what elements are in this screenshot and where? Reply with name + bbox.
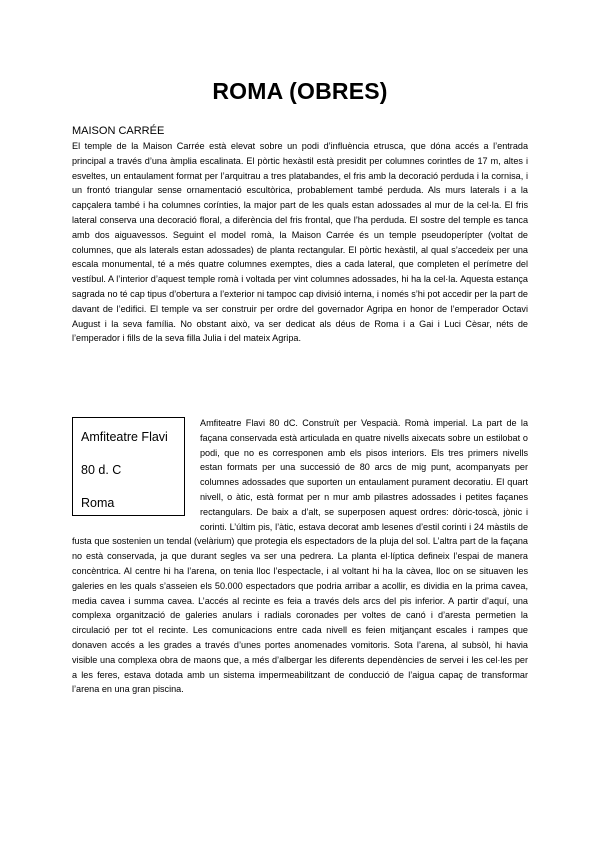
paragraph-maison-carree: El temple de la Maison Carrée està elevat sobre un podi d’influència etrusca, que dóna accés a l’entrada principal a través d’una àmplia escalinata. El pòrtic hexàstil està presidit per columnes corintles de 17 m, altes i esveltes, un entaulament format per l’arquitrau a tres platabandes, el fris amb la decoració perduda i la cornisa, i un frontó triangular sense ornamentació escultòrica, probablement també perduda. Als murs laterals i a la capçalera també i ha columnes corínties, la major part de les quals estan adossades al mur de la cel·la. El fris lateral conserva una decoració floral, a diferència del fris frontal, que l’ha perduda. El sostre del temple es tanca amb dos aiguavessos. Seguint el model romà, la Maison Carrée és un temple pseudoperípter (voltat de columnes, que als laterals estan adossades) de planta rectangular. El pòrtic hexàstil, al qual s’accedeix per una escala monumental, té a més quatre columnes exemptes, dies a cada lateral, que completen el perímetre del vestíbul. A l’interior d’aquest temple romà i voltada per vint columnes adossades, hi ha la cel·la. Aquesta estança sagrada no té cap tipus d’obertura a l’exterior ni tampoc cap divisió interna, i només s’hi pot accedir per la part de davant de l’edifici. El temple va ser construir per ordre del governador Agripa en honor de l’emperador Octavi August i la seva família. No obstant això, va ser dedicat als déus de Roma i a Gai i Luci Cèsar, néts de l’emperador i fills de la seva filla Julia i del mateix Agripa.: [72, 141, 528, 344]
section-heading: MAISON CARRÉE: [72, 125, 165, 137]
page-title: ROMA (OBRES): [212, 78, 388, 104]
info-box-place: Roma: [81, 496, 115, 510]
paragraph-amfiteatre: Amfiteatre Flavi 80 dC. Construït per Vespacià. Romà imperial. La part de la façana conservada està articulada en quatre nivells aixecats sobre un estilobat o podi, que no es corresponen amb els pisos interiors. Els tres primers nivells estan formats per una successió de 80 arcs de mig punt, acompanyats per columnes adossades que suporten un entaulament purament decoratiu. El quart nivell, o àtic, està format per n mur amb pilastres adossades i petites façanes rectangulars. De baix a d’alt, se superposen aquest ordres: dòric-toscà, jònic i corinti. L’últim pis, l’àtic, estava decorat amb lesenes d’estil corinti i 24 màstils de fusta que sostenien un tendal (velàrium) que protegia els espectadors de la pluja del sol. L’altra part de la façana no està conservada, ja que durant segles va ser una pedrera. La planta el·líptica defineix l’espai de manera concèntrica. Al centre hi ha l’arena, on tenia lloc l’espectacle, i al voltant hi ha la càvea, lloc on se situaven les galeries en les quals s’asseien els 50.000 espectadors que podria arribar a acollir, es dividia en la prima cavea, media cavea i summa cavea. L’accés al recinte es feia a través dels arcs del pis inferior. A partir d’aquí, una complexa organització de galeries anulars i radials coronades per voltes de canó i d’aresta permetien la circulació per tot el recinte. Les comunicacions entre cada nivell es feien mitjançant escales i rampes que donaven accés a les grades a través d’unes portes anomenades vomitoris. Sota l’arena, al subsòl, hi havia visible una complexa obra de maons que, a més d’albergar les diferents dependències de servei i les cel·les per a les feres, estava dotada amb un sistema impermeabilitzant de conducció de l’aigua capaç de transformar l’arena en una gran piscina.: [72, 418, 528, 695]
info-box-date: 80 d. C: [81, 463, 122, 477]
info-box-name: Amfiteatre Flavi: [81, 430, 168, 444]
info-box-spacer: [72, 416, 200, 534]
paragraph-amfiteatre-block: [72, 416, 528, 697]
